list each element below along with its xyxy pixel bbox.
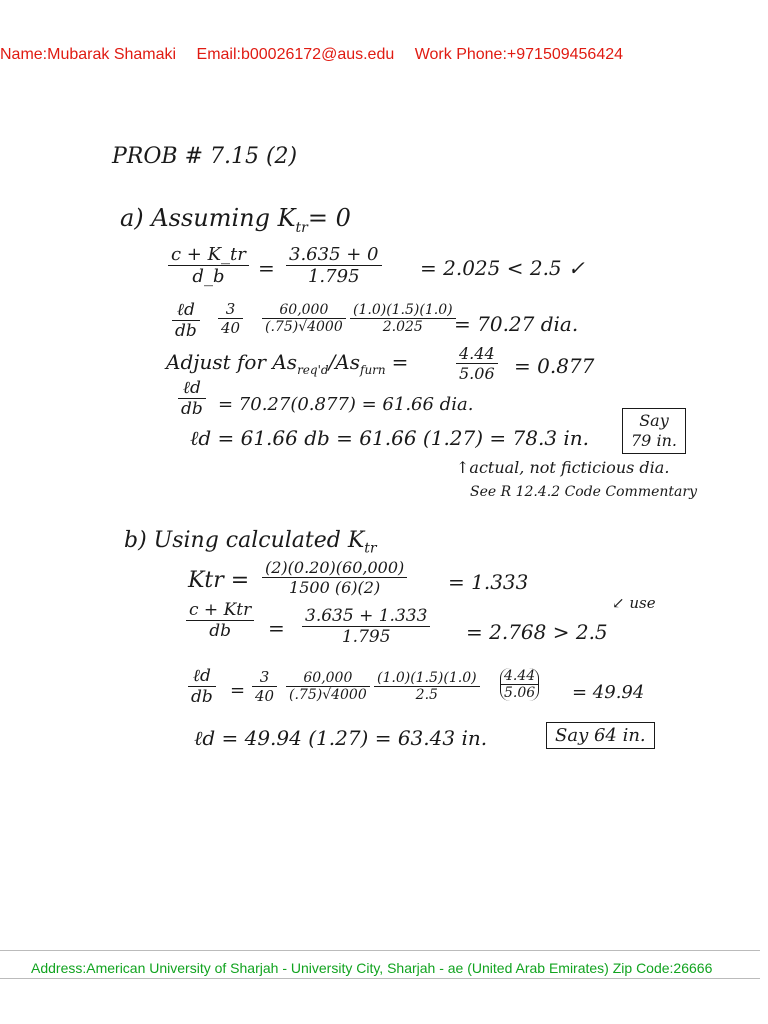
address-footer: Address:American University of Sharjah - University City, Sharjah - ae (United Arab Emirates) Zip Code:26666 [31, 960, 713, 976]
problem-title: PROB # 7.15 (2) [112, 144, 298, 169]
eq-b3-c1: $\frac{3}{40}$ [252, 668, 277, 705]
eq-a1-frac: $\frac{3.635 + 0}{1.795}$ [286, 244, 382, 287]
eq-a2-lhs: ℓd db [172, 300, 200, 341]
arrow-icon: ↙ [612, 594, 625, 612]
equals-sign: = [258, 256, 275, 280]
adjust-label: Adjust for $As_{req'd}/As_{furn}$ = [166, 350, 409, 377]
note-code-commentary: See R 12.4.2 Code Commentary [470, 484, 697, 500]
eq-a1-lhs: $\frac{c + K\_tr}{d\_b}$ [168, 244, 249, 287]
eq-a2-c2: $\frac{60,000}{(.75)√4000}$ [262, 302, 346, 335]
eq-a2-c3: $\frac{(1.0)(1.5)(1.0)}{2.025}$ [350, 302, 456, 335]
eq-a2-result: = 70.27 dia. [454, 312, 579, 336]
eq-b1-lhs: Ktr = [188, 568, 250, 593]
part-b-heading: b) Using calculated $K_{tr}$ [124, 528, 377, 557]
header-phone: Work Phone:+971509456424 [414, 46, 624, 63]
say-79-box: Say 79 in. [622, 408, 686, 454]
eq-b2-lhs: c + Ktr db [186, 600, 254, 641]
eq-b2-frac: $\frac{3.635 + 1.333}{1.795}$ [302, 606, 430, 647]
adjust-frac: $\frac{4.44}{5.06}$ [456, 344, 498, 383]
page-divider [0, 950, 760, 951]
eq-a3-lhs: ℓd db [178, 378, 206, 419]
equals-sign: = [268, 616, 285, 640]
eq-a2-c1: $\frac{3}{40}$ [218, 300, 243, 337]
eq-b1-frac: $\frac{(2)(0.20)(60,000)}{1500 (6)(2)}$ [262, 558, 407, 597]
contact-header [0, 46, 768, 64]
eq-b3-c3: $\frac{(1.0)(1.5)(1.0)}{2.5}$ [374, 670, 480, 703]
eq-b3-c4: $\frac{4.44}{5.06}$ [500, 668, 539, 701]
eq-a3-expr: = 70.27(0.877) = 61.66 dia. [218, 394, 474, 415]
eq-b3-lhs: ℓd db [188, 666, 216, 707]
eq-a4: ℓd = 61.66 db = 61.66 (1.27) = 78.3 in. [190, 426, 590, 450]
eq-b3-result: = 49.94 [572, 682, 645, 703]
eq-a1-result: = 2.025 < 2.5 ✓ [420, 256, 585, 280]
say-64-box: Say 64 in. [546, 722, 655, 749]
eq-b1-result: = 1.333 [448, 570, 529, 594]
equals-sign: = [230, 680, 246, 701]
header-email: Email:b00026172@aus.edu [196, 46, 395, 63]
header-name: Name:Mubarak Shamaki [0, 46, 177, 63]
note-actual-dia: ↑actual, not ficticious dia. [456, 458, 670, 477]
eq-b2-result: = 2.768 > 2.5 [466, 620, 608, 644]
up-arrow-icon: ↑ [456, 458, 470, 477]
eq-b4: ℓd = 49.94 (1.27) = 63.43 in. [194, 726, 488, 750]
part-a-heading: a) Assuming $K_{tr}= 0$ [120, 204, 351, 236]
use-note: ↙ use [612, 594, 656, 612]
eq-b3-c2: $\frac{60,000}{(.75)√4000}$ [286, 670, 370, 703]
page-divider [0, 978, 760, 979]
equals-sign: = [391, 350, 409, 374]
adjust-result: = 0.877 [514, 354, 595, 378]
